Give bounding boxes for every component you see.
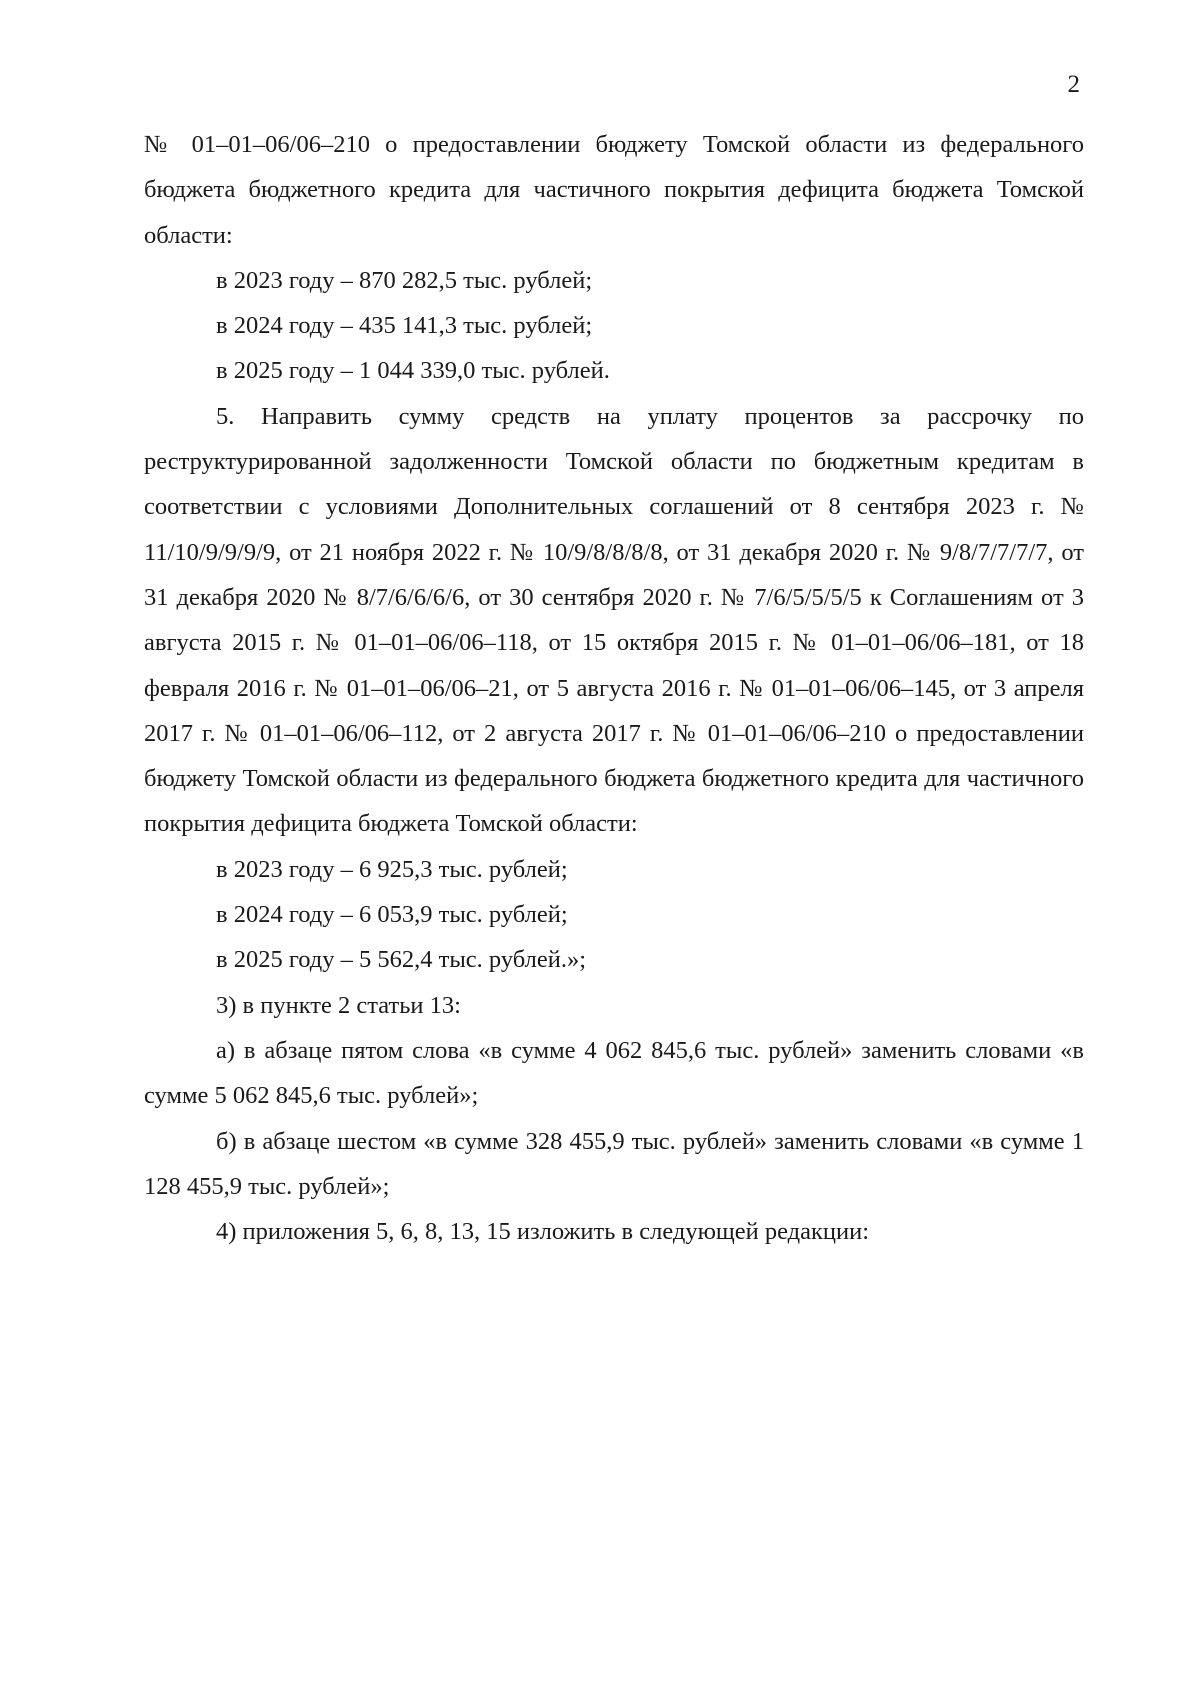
paragraph-item-5: 5. Направить сумму средств на уплату процентов за рассрочку по реструктурированной задолженности Томской области по бюджетным кредитам в соответствии с условиями Дополнительных соглашений от 8 сентября 2023 г. № 11/10/9/9/9/9, от 21 ноября 2022 г. № 10/9/8/8/8/8, от 31 декабря 2020 г. № 9/8/7/7/7/7, от 31 декабря 2020 № 8/7/6/6/6/6, от 30 сентября 2020 г. № 7/6/5/5/5/5 к Соглашениям от 3 августа 2015 г. № 01–01–06/06–118, от 15 октября 2015 г. № 01–01–06/06–181, от 18 февраля 2016 г. № 01–01–06/06–21, от 5 августа 2016 г. № 01–01–06/06–145, от 3 апреля 2017 г. № 01–01–06/06–112, от 2 августа 2017 г. № 01–01–06/06–210 о предоставлении бюджету Томской области из федерального бюджета бюджетного кредита для частичного покрытия дефицита бюджета Томской области: <box>144 402 1084 838</box>
paragraph-agreement-continuation: № 01–01–06/06–210 о предоставлении бюджету Томской области из федерального бюджета бюджетного кредита для частичного покрытия дефицита бюджета Томской области: <box>144 131 1084 249</box>
paragraph-subitem-a: а) в абзаце пятом слова «в сумме 4 062 845,6 тыс. рублей» заменить словами «в сумме 5 062 845,6 тыс. рублей»; <box>144 1036 1084 1110</box>
list-item-2024-principal: в 2024 году – 435 141,3 тыс. рублей; <box>216 312 593 340</box>
list-item-2025-interest: в 2025 году – 5 562,4 тыс. рублей.»; <box>216 946 587 974</box>
document-body <box>144 122 1084 1254</box>
paragraph-subitem-b: б) в абзаце шестом «в сумме 328 455,9 тыс. рублей» заменить словами «в сумме 1 128 455,9 тыс. рублей»; <box>144 1127 1084 1200</box>
list-item-2023-interest: в 2023 году – 6 925,3 тыс. рублей; <box>216 855 568 883</box>
list-item-2023-principal: в 2023 году – 870 282,5 тыс. рублей; <box>216 266 593 294</box>
page-number: 2 <box>1067 71 1080 98</box>
list-item-2025-principal: в 2025 году – 1 044 339,0 тыс. рублей. <box>216 357 610 385</box>
paragraph-subitem-3: 3) в пункте 2 статьи 13: <box>216 991 461 1019</box>
list-item-2024-interest: в 2024 году – 6 053,9 тыс. рублей; <box>216 901 568 929</box>
paragraph-subitem-4: 4) приложения 5, 6, 8, 13, 15 изложить в следующей редакции: <box>216 1218 870 1246</box>
